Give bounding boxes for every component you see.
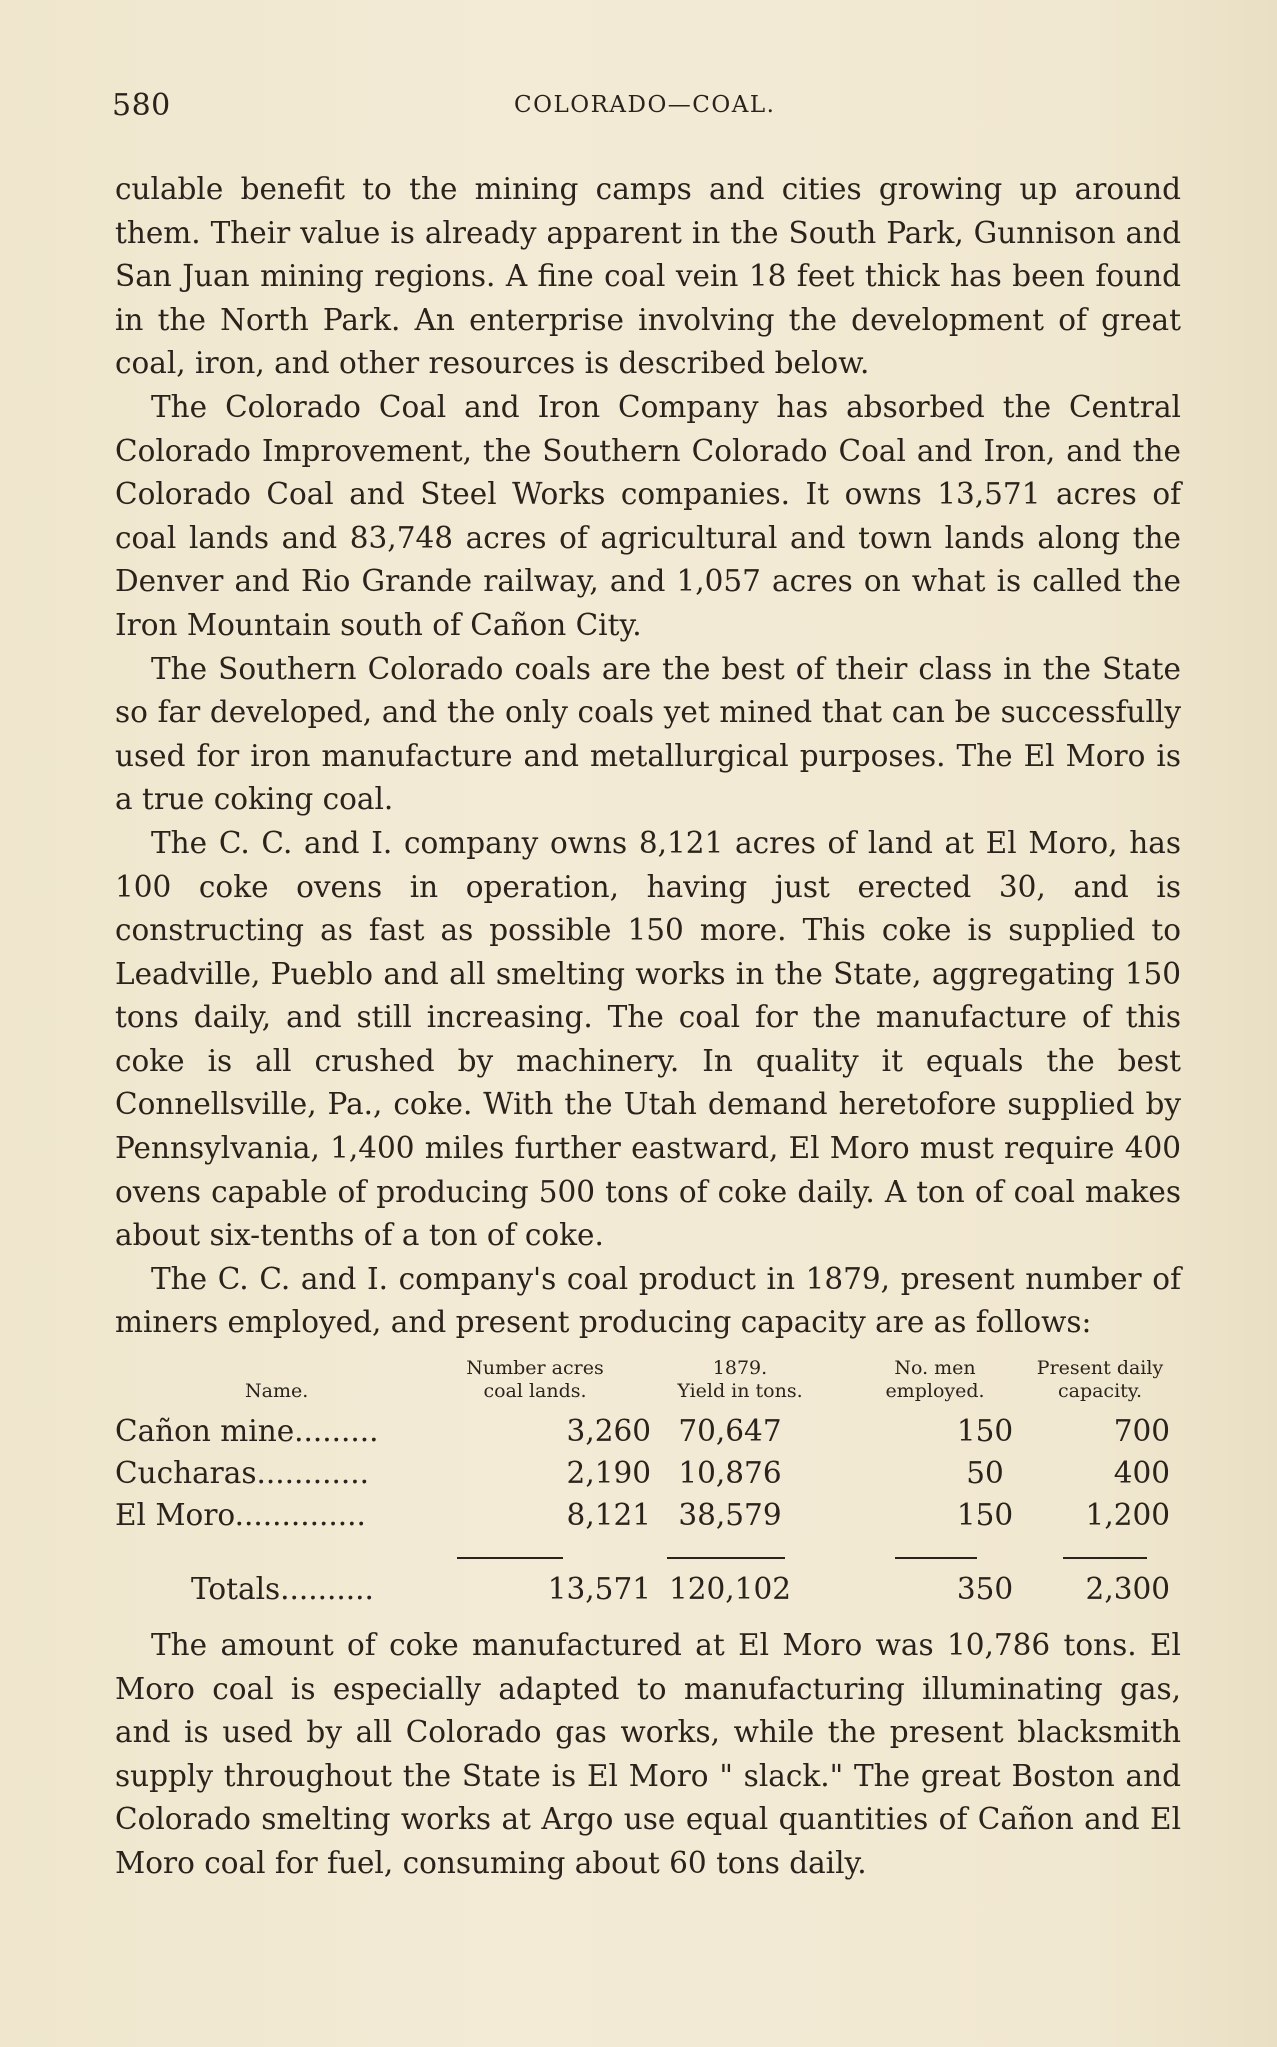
header-men-line1: No. men [894, 1357, 976, 1379]
row-capacity: 700 [1113, 1414, 1170, 1448]
row-men: 150 [956, 1498, 1014, 1532]
totals-rule [1063, 1557, 1147, 1559]
totals-rule [667, 1557, 785, 1559]
row-acres: 2,190 [566, 1456, 651, 1490]
totals-yield: 120,102 [669, 1572, 791, 1606]
coal-production-table [115, 1357, 1181, 1617]
closing-text [115, 1624, 1181, 1886]
header-acres-line2: coal lands. [483, 1380, 587, 1402]
paragraph: The Southern Colorado coals are the best of their class in the State so far developed, and the only coals yet mined that can be successfully used for iron manufacture and metallurgical purposes. The El Moro is a true coking coal. [115, 651, 1181, 817]
paragraph: The Colorado Coal and Iron Company has absorbed the Central Colorado Improvement, the Southern Colorado Coal and Iron, and the Colorado Coal and Steel Works companies. It owns 13,571 acres of coal lands and 83,748 acres of agricultural and town lands along the Denver and Rio Grande railway, and 1,057 acres on what is called the Iron Mountain south of Cañon City. [115, 389, 1181, 642]
header-acres-line1: Number acres [466, 1357, 604, 1379]
totals-capacity: 2,300 [1085, 1572, 1170, 1606]
row-men: 150 [956, 1414, 1014, 1448]
paragraph: The amount of coke manufactured at El Moro was 10,786 tons. El Moro coal is especially adapted to manufacturing illuminating gas, and is used by all Colorado gas works, while the present blacksmith supply throughout the State is El Moro " slack." The great Boston and Colorado smelting works at Argo use equal quantities of Cañon and El Moro coal for fuel, consuming about 60 tons daily. [115, 1628, 1181, 1880]
page-header [112, 88, 812, 128]
row-capacity: 400 [1113, 1456, 1170, 1490]
table-row [115, 1414, 1181, 1454]
row-capacity: 1,200 [1085, 1498, 1170, 1532]
paragraph: culable benefit to the mining camps and cities growing up around them. Their value is already apparent in the South Park, Gunnison and San Juan mining regions. A fine coal vein 18 feet thick has been found in the North Park. An enterprise involving the development of great coal, iron, and other resources is described below. [115, 172, 1181, 381]
paragraph: The C. C. and I. company owns 8,121 acres of land at El Moro, has 100 coke ovens in operation, having just erected 30, and is constructing as fast as possible 150 more. This coke is supplied to Leadville, Pueblo and all smelting works in the State, aggregating 150 tons daily, and still increasing. The coal for the manufacture of this coke is all crushed by machinery. In quality it equals the best Connellsville, Pa., coke. With the Utah demand heretofore supplied by Pennsylvania, 1,400 miles further eastward, El Moro must require 400 ovens capable of producing 500 tons of coke daily. A ton of coal makes about six-tenths of a ton of coke. [115, 825, 1181, 1253]
totals-row [115, 1572, 1181, 1612]
row-acres: 3,260 [566, 1414, 651, 1448]
row-yield: 70,647 [678, 1414, 782, 1448]
row-acres: 8,121 [566, 1498, 651, 1532]
row-yield: 38,579 [678, 1498, 782, 1532]
totals-rule [895, 1557, 977, 1559]
page-number: 580 [112, 88, 171, 123]
paragraph: The C. C. and I. company's coal product in 1879, present number of miners employed, and present producing capacity are as follows: [115, 1261, 1181, 1340]
totals-men: 350 [956, 1572, 1014, 1606]
totals-acres: 13,571 [547, 1572, 651, 1606]
running-title: COLORADO—COAL. [514, 92, 776, 118]
header-men-line2: employed. [885, 1380, 985, 1402]
row-name: El Moro.............. [115, 1498, 366, 1532]
row-name: Cucharas............ [115, 1456, 370, 1490]
row-yield: 10,876 [678, 1456, 782, 1490]
header-yield [625, 1357, 855, 1403]
header-men [855, 1357, 1015, 1403]
row-men: 50 [966, 1456, 1004, 1490]
header-yield-line2: Yield in tons. [677, 1380, 803, 1402]
header-capacity [1010, 1357, 1190, 1403]
row-name: Cañon mine......... [115, 1414, 379, 1448]
body-text [115, 168, 1181, 1345]
table-row [115, 1456, 1181, 1496]
header-yield-line1: 1879. [712, 1357, 768, 1379]
header-name: Name. [245, 1380, 309, 1402]
header-acres [430, 1357, 640, 1403]
totals-label: Totals.......... [191, 1572, 374, 1606]
header-capacity-line1: Present daily [1036, 1357, 1164, 1379]
header-capacity-line2: capacity. [1057, 1380, 1143, 1402]
table-row [115, 1498, 1181, 1538]
totals-rule [457, 1557, 563, 1559]
